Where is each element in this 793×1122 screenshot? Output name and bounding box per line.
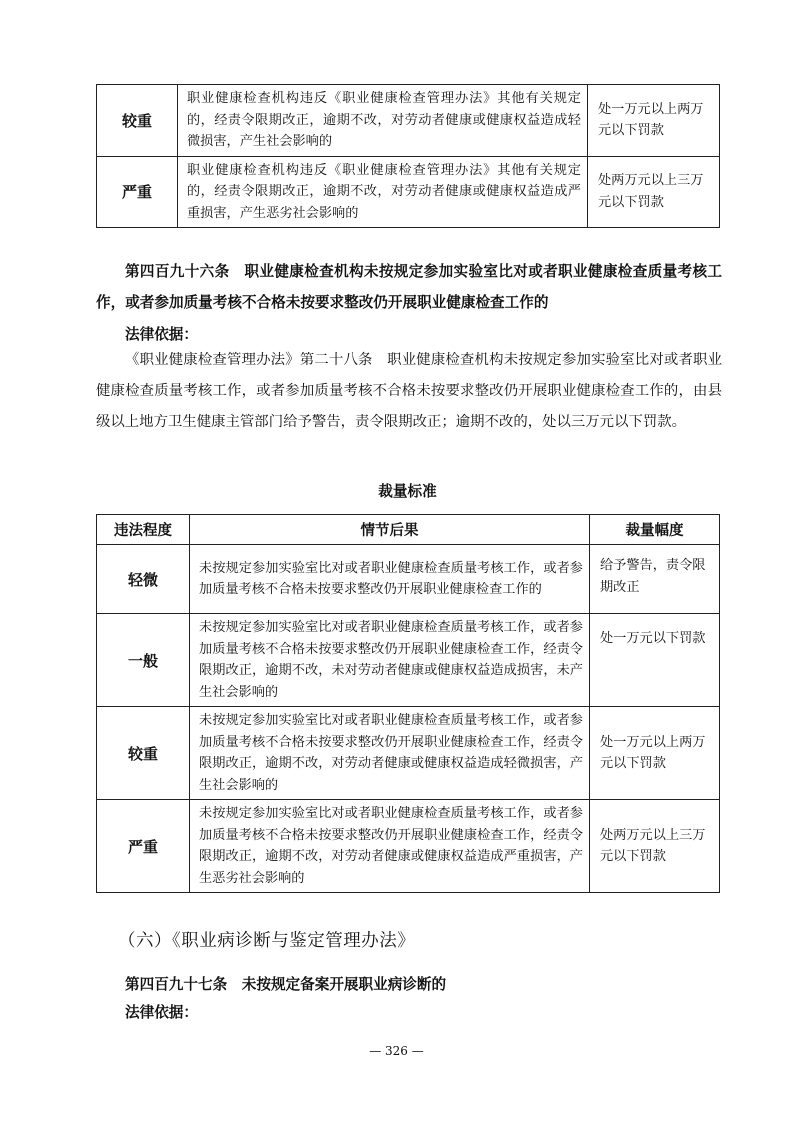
table-row: [97, 545, 720, 614]
severity-level: 轻微: [97, 545, 190, 614]
article-496-basis-label: 法律依据：: [125, 326, 198, 343]
severity-level: 严重: [97, 156, 178, 228]
penalty-text: 处两万元以上三万元以下罚款: [588, 156, 720, 228]
circumstance-text: 未按规定参加实验室比对或者职业健康检查质量考核工作，或者参加质量考核不合格未按要求整改仍开展职业健康检查工作，经责令限期改正，逾期不改，对劳动者健康或健康权益造成严重损害，产生恶劣社会影响的: [190, 800, 590, 893]
penalty-text: 处两万元以上三万元以下罚款: [590, 800, 720, 893]
article-497-basis-label: 法律依据：: [125, 1004, 198, 1021]
penalty-text: 处一万元以下罚款: [590, 614, 720, 707]
column-header: 情节后果: [190, 515, 590, 545]
circumstance-text: 未按规定参加实验室比对或者职业健康检查质量考核工作，或者参加质量考核不合格未按要求整改仍开展职业健康检查工作的: [190, 545, 590, 614]
circumstance-text: 职业健康检查机构违反《职业健康检查管理办法》其他有关规定的，经责令限期改正，逾期不改，对劳动者健康或健康权益造成严重损害，产生恶劣社会影响的: [178, 156, 588, 228]
severity-level: 一般: [97, 614, 190, 707]
table-header-row: [97, 515, 720, 545]
severity-level: 较重: [97, 85, 178, 157]
column-header: 违法程度: [97, 515, 190, 545]
article-496-title: 第四百九十六条 职业健康检查机构未按规定参加实验室比对或者职业健康检查质量考核工作，或者参加质量考核不合格未按要求整改仍开展职业健康检查工作的: [96, 263, 722, 311]
circumstance-text: 职业健康检查机构违反《职业健康检查管理办法》其他有关规定的，经责令限期改正，逾期不改，对劳动者健康或健康权益造成轻微损害，产生社会影响的: [178, 85, 588, 157]
page-number: — 326 —: [369, 1044, 424, 1058]
severity-level: 严重: [97, 800, 190, 893]
circumstance-text: 未按规定参加实验室比对或者职业健康检查质量考核工作，或者参加质量考核不合格未按要求整改仍开展职业健康检查工作，经责令限期改正，逾期不改，未对劳动者健康或健康权益造成损害，未产生社会影响的: [190, 614, 590, 707]
article-496-basis-text: 《职业健康检查管理办法》第二十八条 职业健康检查机构未按规定参加实验室比对或者职业健康检查质量考核工作，或者参加质量考核不合格未按要求整改仍开展职业健康检查工作的，由县级以上地方卫生健康主管部门给予警告，责令限期改正；逾期不改的，处以三万元以下罚款。: [96, 352, 722, 430]
penalty-text: 处一万元以上两万元以下罚款: [590, 707, 720, 800]
table-row: [97, 85, 720, 157]
severity-level: 较重: [97, 707, 190, 800]
table-caption: 裁量标准: [378, 483, 437, 500]
section-heading: （六）《职业病诊断与鉴定管理办法》: [118, 931, 416, 951]
circumstance-text: 未按规定参加实验室比对或者职业健康检查质量考核工作，或者参加质量考核不合格未按要求整改仍开展职业健康检查工作，经责令限期改正，逾期不改，对劳动者健康或健康权益造成轻微损害，产生社会影响的: [190, 707, 590, 800]
article-497-title: 第四百九十七条 未按规定备案开展职业病诊断的: [125, 976, 447, 993]
penalty-text: 处一万元以上两万元以下罚款: [588, 85, 720, 157]
discretion-standard-table: [96, 514, 720, 893]
table-row: [97, 800, 720, 893]
top-discretion-table: [96, 84, 720, 228]
table-row: [97, 614, 720, 707]
penalty-text: 给予警告，责令限期改正: [590, 545, 720, 614]
table-row: [97, 156, 720, 228]
table-row: [97, 707, 720, 800]
column-header: 裁量幅度: [590, 515, 720, 545]
